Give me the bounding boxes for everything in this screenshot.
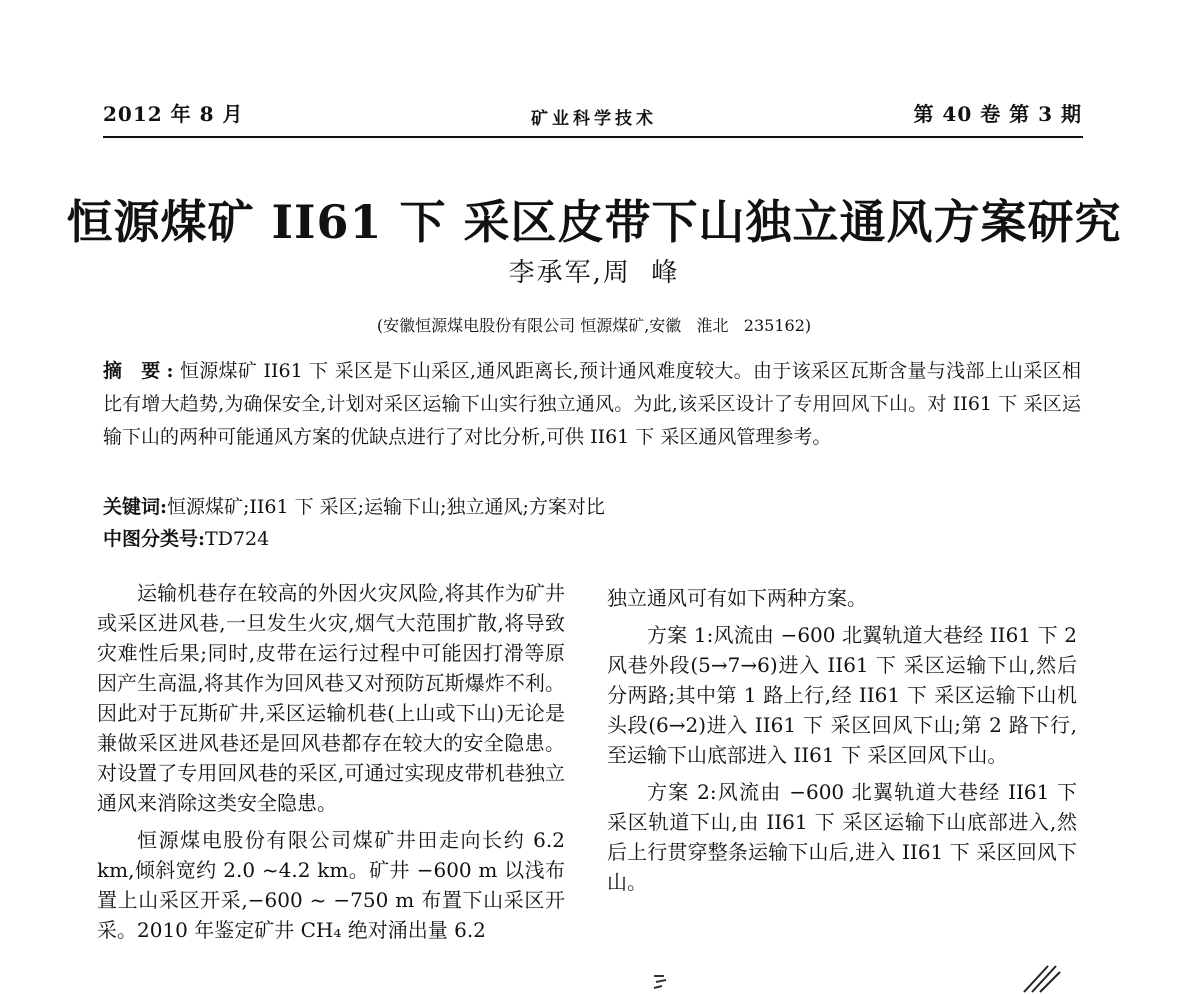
keywords-label: 关键词: [103,496,168,518]
figure-fragment-icon [650,972,680,994]
figure-hatch-icon [1018,962,1062,994]
header-rule [103,136,1083,138]
body-paragraph: 方案 1:风流由 −600 北翼轨道大巷经 II61 下 2 风巷外段(5→7→6)进入 II61 下 采区运输下山,然后分两路;其中第 1 路上行,经 II61 下 采区运输下山机头段(6→2)进入 II61 下 采区回风下山;第 2 路下行,至运输下山底部进入 II61 下 采区回风下山。 [607,623,1077,767]
authors: 李承军,周 峰 [508,258,680,288]
header-journal: 矿业科学技术 [531,109,657,129]
body-paragraph: 独立通风可有如下两种方案。 [607,586,867,610]
body-left-column [97,578,565,952]
classification [103,523,1081,556]
classification-label: 中图分类号: [103,528,206,550]
body-paragraph: 运输机巷存在较高的外因火灾风险,将其作为矿井或采区进风巷,一旦发生火灾,烟气大范围扩散,将导致灾难性后果;同时,皮带在运行过程中可能因打滑等原因产生高温,将其作为回风巷又对预防瓦斯爆炸不利。因此对于瓦斯矿井,采区运输机巷(上山或下山)无论是兼做采区进风巷还是回风巷都存在较大的安全隐患。对设置了专用回风巷的采区,可通过实现皮带机巷独立通风来消除这类安全隐患。 [97,581,565,815]
abstract-label: 摘 要: [103,360,180,382]
classification-text: TD724 [205,528,270,550]
body-right-column [607,583,1077,904]
abstract [103,355,1081,454]
abstract-text: 恒源煤矿 II61 下 采区是下山采区,通风距离长,预计通风难度较大。由于该采区瓦斯含量与浅部上山采区相比有增大趋势,为确保安全,计划对采区运输下山实行独立通风。为此,该采区设计了专用回风下山。对 II61 下 采区运输下山的两种可能通风方案的优缺点进行了对比分析,可供 II61 下 采区通风管理参考。 [103,360,1081,448]
keywords-text: 恒源煤矿;II61 下 采区;运输下山;独立通风;方案对比 [167,496,605,518]
affiliation: (安徽恒源煤电股份有限公司 恒源煤矿,安徽 淮北 235162) [376,316,812,335]
body-paragraph: 恒源煤电股份有限公司煤矿井田走向长约 6.2 km,倾斜宽约 2.0 ~4.2 km。矿井 −600 m 以浅布置上山采区开采,−600 ~ −750 m 布置下山采区开采。2010 年鉴定矿井 CH₄ 绝对涌出量 6.2 [97,828,565,942]
header-date: 2012 年 8 月 [103,102,244,126]
header-issue: 第 40 卷 第 3 期 [913,102,1082,126]
keywords [103,491,1081,524]
body-paragraph: 方案 2:风流由 −600 北翼轨道大巷经 II61 下 采区轨道下山,由 II61 下 采区运输下山底部进入,然后上行贯穿整条运输下山后,进入 II61 下 采区回风下山。 [607,780,1077,894]
paper-title: 恒源煤矿 II61 下 采区皮带下山独立通风方案研究 [66,195,1122,249]
